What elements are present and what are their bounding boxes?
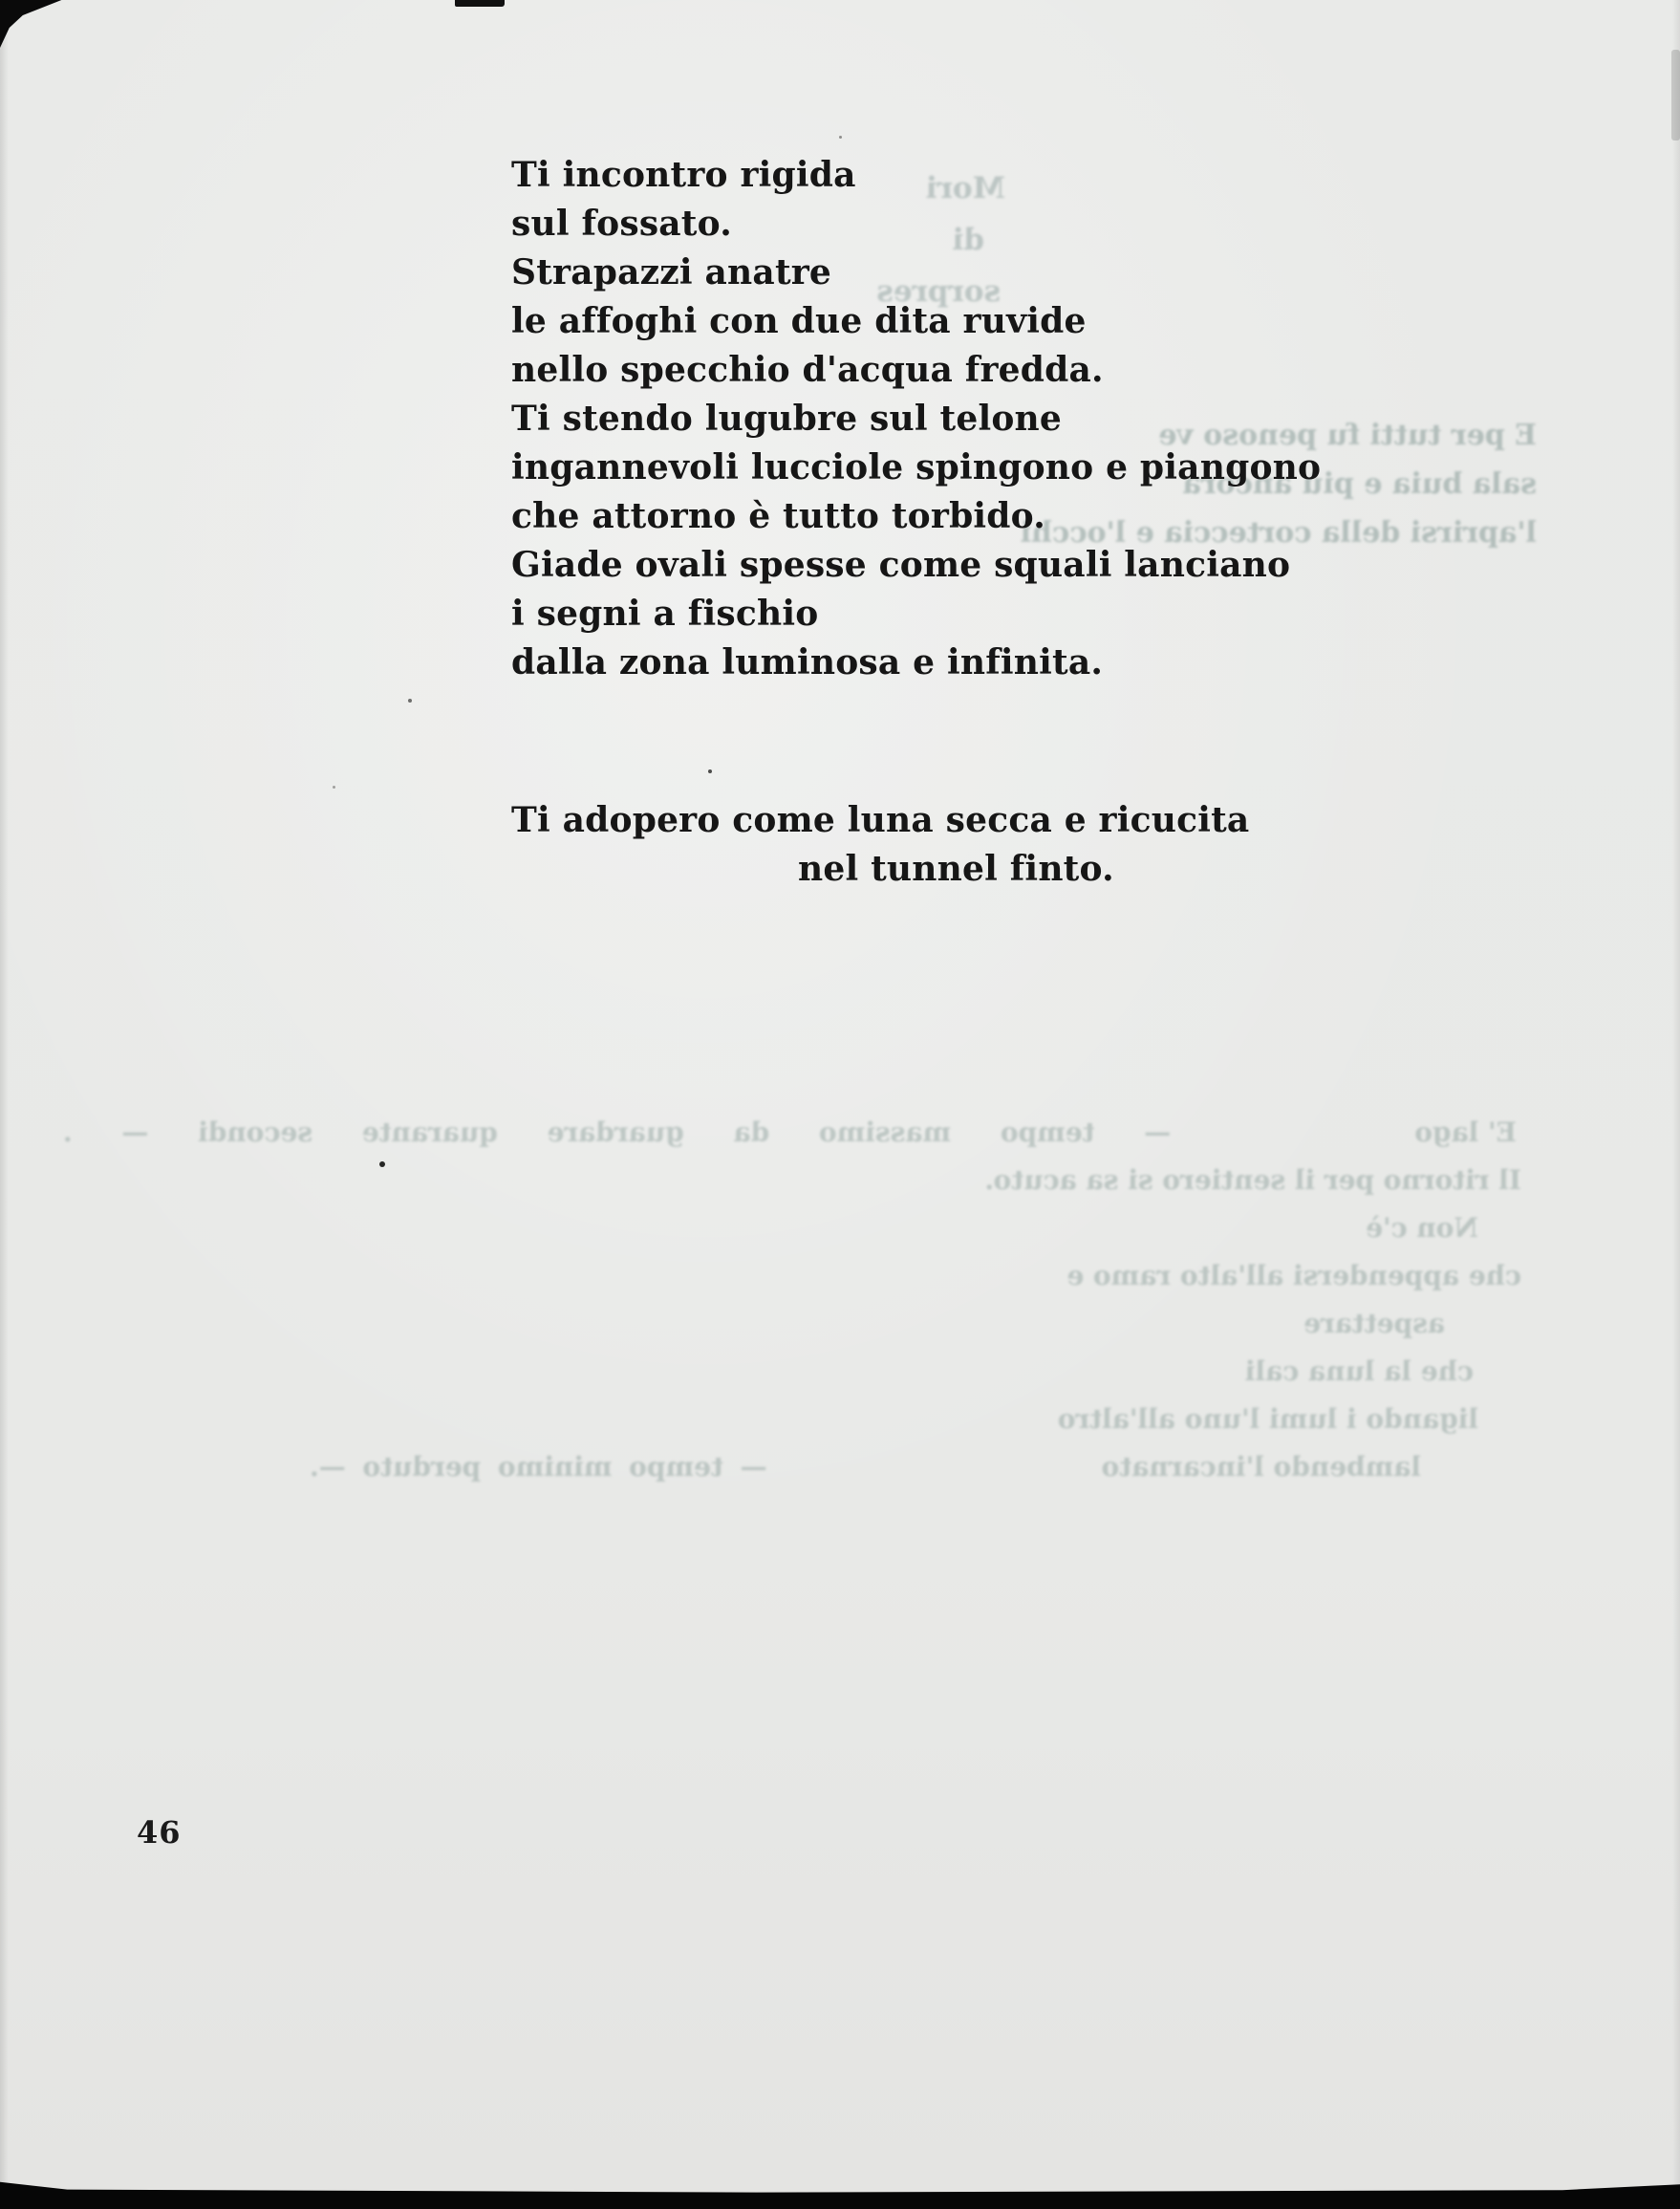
bleedthrough-fragment: — tempo massimo da guardare quarante secondi — .	[62, 1116, 1172, 1148]
paper-speck	[839, 136, 842, 139]
bleedthrough-fragment: E' lago	[1414, 1116, 1517, 1148]
poem-line: ingannevoli lucciole spingono e piangono	[511, 447, 1322, 487]
poem-line: che attorno è tutto torbido.	[511, 496, 1045, 536]
poem-line: i segni a fischio	[511, 594, 819, 634]
paper-speck	[379, 1161, 385, 1167]
poem-stanza-2	[511, 796, 1249, 894]
scan-black-corner	[0, 0, 67, 48]
bleedthrough-line: sorpres	[876, 274, 1001, 309]
bleedthrough-line: E per tutti fu penoso ve	[1158, 419, 1537, 452]
bleedthrough-line: di	[952, 223, 984, 257]
bleedthrough-line: sala buia e più ancora	[1182, 467, 1537, 501]
scan-black-tick-top	[455, 0, 505, 7]
scan-edge-shadow-right	[1672, 0, 1680, 2209]
bleedthrough-block-bottom	[62, 1109, 1531, 1491]
bleedthrough-line: Non c'è	[1366, 1212, 1478, 1244]
bleedthrough-line	[143, 1443, 1531, 1491]
bleedthrough-fragment: — tempo minimo perduto —.	[309, 1451, 767, 1483]
bleedthrough-line: che la luna cali	[1244, 1355, 1474, 1387]
bleedthrough-line: ligando i lumi l'uno all'altro	[1057, 1403, 1478, 1435]
bleedthrough-fragment: lambendo l'incarnato	[1101, 1451, 1421, 1483]
bleedthrough-line: Il ritorno per il sentiero si sa acuto.	[984, 1164, 1521, 1196]
scan-black-strip-bottom	[0, 2180, 1680, 2209]
poem-stanza-1	[511, 151, 1321, 687]
bleedthrough-line	[62, 1109, 1531, 1157]
poem-line: nel tunnel finto.	[798, 849, 1114, 889]
bleedthrough-line: che appendersi all'alto ramo e	[1066, 1260, 1521, 1291]
poem-line: Ti incontro rigida	[511, 155, 856, 195]
bleedthrough-line: Mori	[925, 171, 1005, 206]
page-number: 46	[137, 1814, 182, 1851]
page-crease-mark	[1671, 50, 1680, 141]
paper-speck	[333, 786, 335, 789]
poem-line: Ti adopero come luna secca e ricucita	[511, 800, 1250, 840]
bleedthrough-line: l'aprirsi della corteccia e l'occhi	[1020, 516, 1537, 550]
poem-line: Giade ovali spesse come squali lanciano	[511, 545, 1291, 585]
scan-edge-shadow-left	[0, 0, 9, 2209]
poem-line: le affoghi con due dita ruvide	[511, 301, 1087, 341]
poem-line: nello specchio d'acqua fredda.	[511, 350, 1104, 390]
poem-line: Ti stendo lugubre sul telone	[511, 399, 1063, 439]
bleedthrough-line: aspettare	[1303, 1308, 1445, 1339]
paper-speck	[408, 699, 412, 703]
poem-line: Strapazzi anatre	[511, 252, 832, 292]
poem-line: sul fossato.	[511, 204, 732, 244]
paper-speck	[708, 769, 712, 773]
poem-line: dalla zona luminosa e infinita.	[511, 642, 1104, 682]
